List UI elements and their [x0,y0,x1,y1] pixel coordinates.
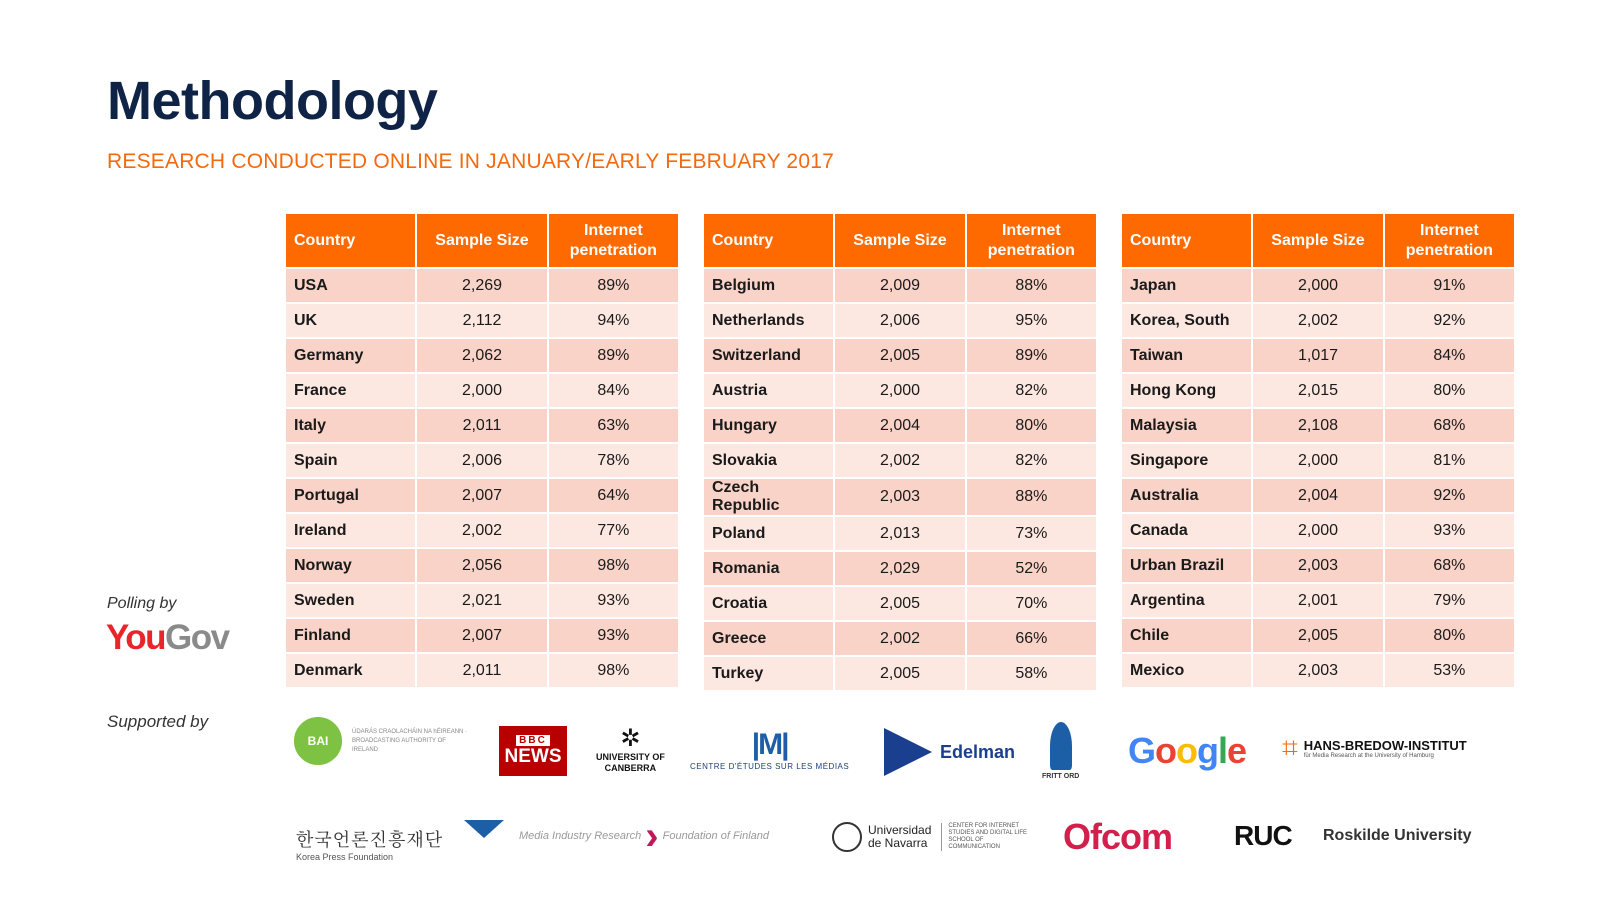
cell-internet-penetration: 66% [967,622,1096,655]
cell-sample-size: 2,002 [835,444,964,477]
google-logo-letter: g [1197,730,1219,771]
cell-sample-size: 2,002 [1253,304,1382,337]
cell-internet-penetration: 79% [1385,584,1514,617]
cell-internet-penetration: 77% [549,514,678,547]
mif-logo-right: Foundation of Finland [662,830,770,842]
google-logo-letter: G [1128,730,1156,771]
hans-bredow-logo-line2: für Media Research at the University of Hamburg [1303,753,1434,759]
table-row [286,584,678,617]
bai-logo [294,717,472,765]
cell-internet-penetration: 89% [549,339,678,372]
cell-internet-penetration: 88% [967,479,1096,515]
cell-country: Taiwan [1122,339,1251,372]
cell-internet-penetration: 95% [967,304,1096,337]
cell-country: France [286,374,415,407]
table-row [286,269,678,302]
ruc-logo-mark: RUC [1234,820,1292,851]
cell-sample-size: 2,112 [417,304,546,337]
media-industry-research-logo [519,816,769,856]
cell-internet-penetration: 88% [967,269,1096,302]
cell-internet-penetration: 81% [1385,444,1514,477]
cell-sample-size: 2,013 [835,517,964,550]
cell-sample-size: 2,002 [417,514,546,547]
cell-country: Singapore [1122,444,1251,477]
cell-sample-size: 2,005 [835,339,964,372]
google-logo-letter: o [1155,730,1177,771]
canberra-logo-mark: ✲ [620,725,641,752]
methodology-table [1120,212,1516,689]
cell-country: Austria [704,374,833,407]
table-row [1122,339,1514,372]
polling-label: Polling by [107,595,177,612]
cell-country: Belgium [704,269,833,302]
cell-internet-penetration: 89% [967,339,1096,372]
col-header-country: Country [286,214,415,267]
cell-country: Czech Republic [704,479,833,515]
methodology-table [284,212,680,689]
cell-country: Croatia [704,587,833,620]
edelman-logo-mark [884,728,932,776]
cell-sample-size: 2,002 [835,622,964,655]
table-row [704,304,1096,337]
roskilde-university-logo: Roskilde University [1323,827,1472,844]
cell-country: USA [286,269,415,302]
navarra-logo-side: CENTER FOR INTERNET STUDIES AND DIGITAL LIFE SCHOOL OF COMMUNICATION [941,823,1031,851]
cell-sample-size: 2,003 [1253,654,1382,687]
cell-sample-size: 2,003 [835,479,964,515]
cell-internet-penetration: 80% [1385,619,1514,652]
col-header-country: Country [704,214,833,267]
kpf-logo-line1: 한국언론진흥재단 [296,830,444,850]
col-header-sample-size: Sample Size [835,214,964,267]
cell-internet-penetration: 84% [1385,339,1514,372]
table-row [1122,619,1514,652]
table-row [1122,584,1514,617]
cem-logo-mark: |M| [751,728,788,761]
col-header-country: Country [1122,214,1251,267]
cell-internet-penetration: 98% [549,654,678,687]
cell-internet-penetration: 73% [967,517,1096,550]
cell-internet-penetration: 98% [549,549,678,582]
table-row [704,269,1096,302]
cell-country: Canada [1122,514,1251,547]
cell-sample-size: 2,005 [835,587,964,620]
fritt-ord-logo-text: FRITT ORD [1042,773,1080,780]
cell-sample-size: 2,004 [835,409,964,442]
cem-logo-text: CENTRE D'ÉTUDES SUR LES MÉDIAS [690,762,850,771]
canberra-logo-line1: UNIVERSITY OF [596,752,665,762]
table-row [286,514,678,547]
cell-country: Hong Kong [1122,374,1251,407]
mif-logo-mark: › [645,814,659,858]
cell-internet-penetration: 53% [1385,654,1514,687]
table-row [286,304,678,337]
cell-country: Switzerland [704,339,833,372]
cell-sample-size: 2,011 [417,409,546,442]
cell-sample-size: 2,011 [417,654,546,687]
bai-logo-text: ÚDARÁS CRAOLACHÁIN NA hÉIREANN · BROADCASTING AUTHORITY OF IRELAND [352,728,468,753]
cell-country: Urban Brazil [1122,549,1251,582]
cell-internet-penetration: 70% [967,587,1096,620]
supported-label: Supported by [107,712,209,731]
cell-country: Germany [286,339,415,372]
edelman-logo-text: Edelman [940,741,1016,762]
cell-country: UK [286,304,415,337]
cell-country: Spain [286,444,415,477]
table-row [704,517,1096,550]
kpf-logo-mark [464,820,504,838]
canberra-logo [596,726,665,774]
cell-country: Denmark [286,654,415,687]
edelman-logo [884,728,1015,776]
table-row [1122,409,1514,442]
cell-internet-penetration: 68% [1385,549,1514,582]
cell-country: Turkey [704,657,833,690]
table-row [704,657,1096,690]
cell-internet-penetration: 82% [967,444,1096,477]
table-row [1122,654,1514,687]
table-row [704,339,1096,372]
cell-sample-size: 2,062 [417,339,546,372]
cem-logo [690,728,849,771]
cell-country: Sweden [286,584,415,617]
cell-internet-penetration: 58% [967,657,1096,690]
cell-country: Australia [1122,479,1251,512]
cell-internet-penetration: 64% [549,479,678,512]
google-logo-letter: e [1227,730,1247,771]
navarra-logo-line2: de Navarra [868,836,928,850]
hans-bredow-logo-line1: HANS-BREDOW-INSTITUT [1303,738,1467,753]
cell-country: Netherlands [704,304,833,337]
table-header-row [704,214,1096,267]
cell-sample-size: 2,005 [1253,619,1382,652]
cell-internet-penetration: 91% [1385,269,1514,302]
table-row [704,444,1096,477]
yougov-logo [106,618,229,658]
navarra-logo-line1: Universidad [868,823,932,837]
table-row [704,374,1096,407]
cell-sample-size: 2,005 [835,657,964,690]
google-logo-letter: l [1218,730,1228,771]
bai-logo-mark: BAI [294,717,342,765]
table-row [286,374,678,407]
cell-sample-size: 2,015 [1253,374,1382,407]
bbc-logo-bottom: NEWS [504,745,562,767]
cell-country: Argentina [1122,584,1251,617]
hans-bredow-logo [1282,732,1467,765]
page-subtitle: RESEARCH CONDUCTED ONLINE IN JANUARY/EARLY FEBRUARY 2017 [107,150,834,173]
cell-sample-size: 2,021 [417,584,546,617]
cell-sample-size: 2,006 [417,444,546,477]
col-header-internet-penetration: Internet penetration [967,214,1096,267]
table-row [1122,549,1514,582]
cell-country: Japan [1122,269,1251,302]
cell-sample-size: 2,006 [835,304,964,337]
cell-internet-penetration: 93% [1385,514,1514,547]
cell-sample-size: 2,001 [1253,584,1382,617]
fritt-ord-logo [1042,722,1079,780]
cell-country: Portugal [286,479,415,512]
cell-internet-penetration: 93% [549,584,678,617]
col-header-sample-size: Sample Size [417,214,546,267]
cell-internet-penetration: 63% [549,409,678,442]
cell-country: Mexico [1122,654,1251,687]
navarra-logo [832,822,1031,852]
table-row [1122,479,1514,512]
cell-internet-penetration: 68% [1385,409,1514,442]
table-row [286,654,678,687]
cell-country: Ireland [286,514,415,547]
table-row [1122,269,1514,302]
google-logo-letter: o [1176,730,1198,771]
cell-sample-size: 2,004 [1253,479,1382,512]
cell-country: Chile [1122,619,1251,652]
table-row [704,409,1096,442]
cell-sample-size: 2,000 [1253,514,1382,547]
table-row [286,549,678,582]
cell-sample-size: 2,007 [417,479,546,512]
cell-country: Malaysia [1122,409,1251,442]
cell-internet-penetration: 84% [549,374,678,407]
table-header-row [286,214,678,267]
table-header-row [1122,214,1514,267]
table-row [1122,374,1514,407]
col-header-internet-penetration: Internet penetration [549,214,678,267]
canberra-logo-line2: CANBERRA [604,763,657,773]
bbc-logo-top: BBC [516,735,550,746]
fritt-ord-logo-mark [1050,722,1072,770]
cell-sample-size: 2,007 [417,619,546,652]
cell-sample-size: 1,017 [1253,339,1382,372]
cell-country: Norway [286,549,415,582]
cell-country: Poland [704,517,833,550]
cell-country: Greece [704,622,833,655]
cell-sample-size: 2,108 [1253,409,1382,442]
cell-country: Korea, South [1122,304,1251,337]
cell-sample-size: 2,009 [835,269,964,302]
mif-logo-left: Media Industry Research [519,830,642,842]
table-row [1122,444,1514,477]
cell-internet-penetration: 80% [1385,374,1514,407]
cell-sample-size: 2,029 [835,552,964,585]
ofcom-logo: Ofcom [1063,816,1173,857]
table-row [286,444,678,477]
cell-sample-size: 2,000 [1253,269,1382,302]
google-logo [1128,730,1246,772]
kpf-logo-line2: Korea Press Foundation [296,852,394,862]
table-row [286,339,678,372]
cell-internet-penetration: 89% [549,269,678,302]
page-title: Methodology [107,71,438,131]
cell-country: Finland [286,619,415,652]
cell-internet-penetration: 92% [1385,479,1514,512]
col-header-sample-size: Sample Size [1253,214,1382,267]
table-row [704,479,1096,515]
cell-country: Romania [704,552,833,585]
cell-sample-size: 2,003 [1253,549,1382,582]
cell-internet-penetration: 92% [1385,304,1514,337]
cell-sample-size: 2,000 [1253,444,1382,477]
table-row [286,409,678,442]
table-row [704,587,1096,620]
cell-internet-penetration: 80% [967,409,1096,442]
hans-bredow-logo-mark: ⌗ [1282,732,1298,763]
cell-internet-penetration: 93% [549,619,678,652]
bbc-news-logo [499,726,567,776]
navarra-logo-seal [832,822,862,852]
cell-country: Hungary [704,409,833,442]
cell-internet-penetration: 52% [967,552,1096,585]
table-row [286,619,678,652]
cell-sample-size: 2,056 [417,549,546,582]
table-row [704,622,1096,655]
cell-country: Italy [286,409,415,442]
methodology-table [702,212,1098,692]
cell-sample-size: 2,000 [417,374,546,407]
table-row [704,552,1096,585]
table-row [1122,514,1514,547]
yougov-logo-you: You [106,618,166,657]
cell-country: Slovakia [704,444,833,477]
korea-press-foundation-logo [296,826,443,862]
yougov-logo-gov: Gov [165,618,229,657]
cell-internet-penetration: 82% [967,374,1096,407]
cell-sample-size: 2,000 [835,374,964,407]
table-row [1122,304,1514,337]
cell-sample-size: 2,269 [417,269,546,302]
cell-internet-penetration: 78% [549,444,678,477]
cell-internet-penetration: 94% [549,304,678,337]
col-header-internet-penetration: Internet penetration [1385,214,1514,267]
table-row [286,479,678,512]
